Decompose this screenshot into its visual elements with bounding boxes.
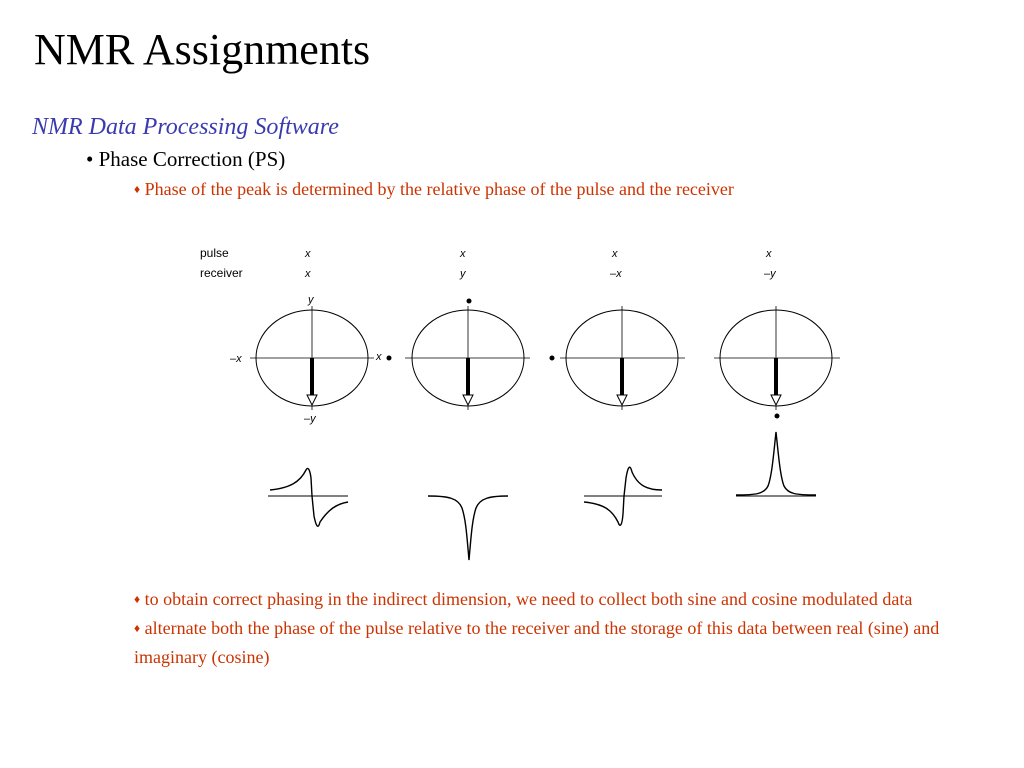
- axis-label-neg-y: –y: [304, 413, 316, 425]
- phase-diagram: [190, 238, 870, 568]
- peak-shape-4: [736, 432, 816, 496]
- sub-bullet-phase-peak: [134, 177, 734, 203]
- col2-pulse: x: [460, 248, 466, 260]
- col1-pulse: x: [305, 248, 311, 260]
- diamond-bullet-icon: ♦: [134, 182, 141, 196]
- note-text: alternate both the phase of the pulse relative to the receiver and the storage of this data between real (sine) and imaginary (cosine): [134, 618, 940, 667]
- note-sine-cosine: [134, 586, 994, 615]
- vector-diagram-1: [229, 294, 392, 425]
- notes-block: [134, 586, 994, 671]
- peak-shape-3: [584, 467, 662, 525]
- slide-subtitle: NMR Data Processing Software: [32, 114, 339, 140]
- col1-receiver: x: [305, 268, 311, 280]
- axis-label-x: x: [376, 351, 382, 363]
- row-label-receiver: receiver: [200, 266, 243, 280]
- axis-label-y: y: [308, 294, 314, 306]
- vector-diagram-4: [714, 306, 840, 419]
- col3-receiver: –x: [610, 268, 622, 280]
- col4-receiver: –y: [764, 268, 776, 280]
- vector-diagram-3: [550, 306, 686, 410]
- note-alternate-phase: [134, 615, 994, 671]
- diamond-bullet-icon: ♦: [134, 621, 141, 635]
- bullet-phase-correction: • Phase Correction (PS): [86, 147, 286, 171]
- note-text: to obtain correct phasing in the indirect dimension, we need to collect both sine and cosine modulated data: [140, 589, 913, 609]
- diamond-bullet-icon: ♦: [134, 592, 141, 606]
- axis-label-neg-x: –x: [230, 353, 242, 365]
- peak-shape-2: [428, 496, 508, 560]
- peak-shape-1: [268, 468, 348, 526]
- vector-diagram-2: [405, 299, 530, 411]
- col3-pulse: x: [612, 248, 618, 260]
- slide-title: NMR Assignments: [34, 25, 371, 74]
- sub-bullet-text: Phase of the peak is determined by the relative phase of the pulse and the receiver: [140, 179, 734, 199]
- col4-pulse: x: [766, 248, 772, 260]
- col2-receiver: y: [460, 268, 466, 280]
- row-label-pulse: pulse: [200, 246, 229, 260]
